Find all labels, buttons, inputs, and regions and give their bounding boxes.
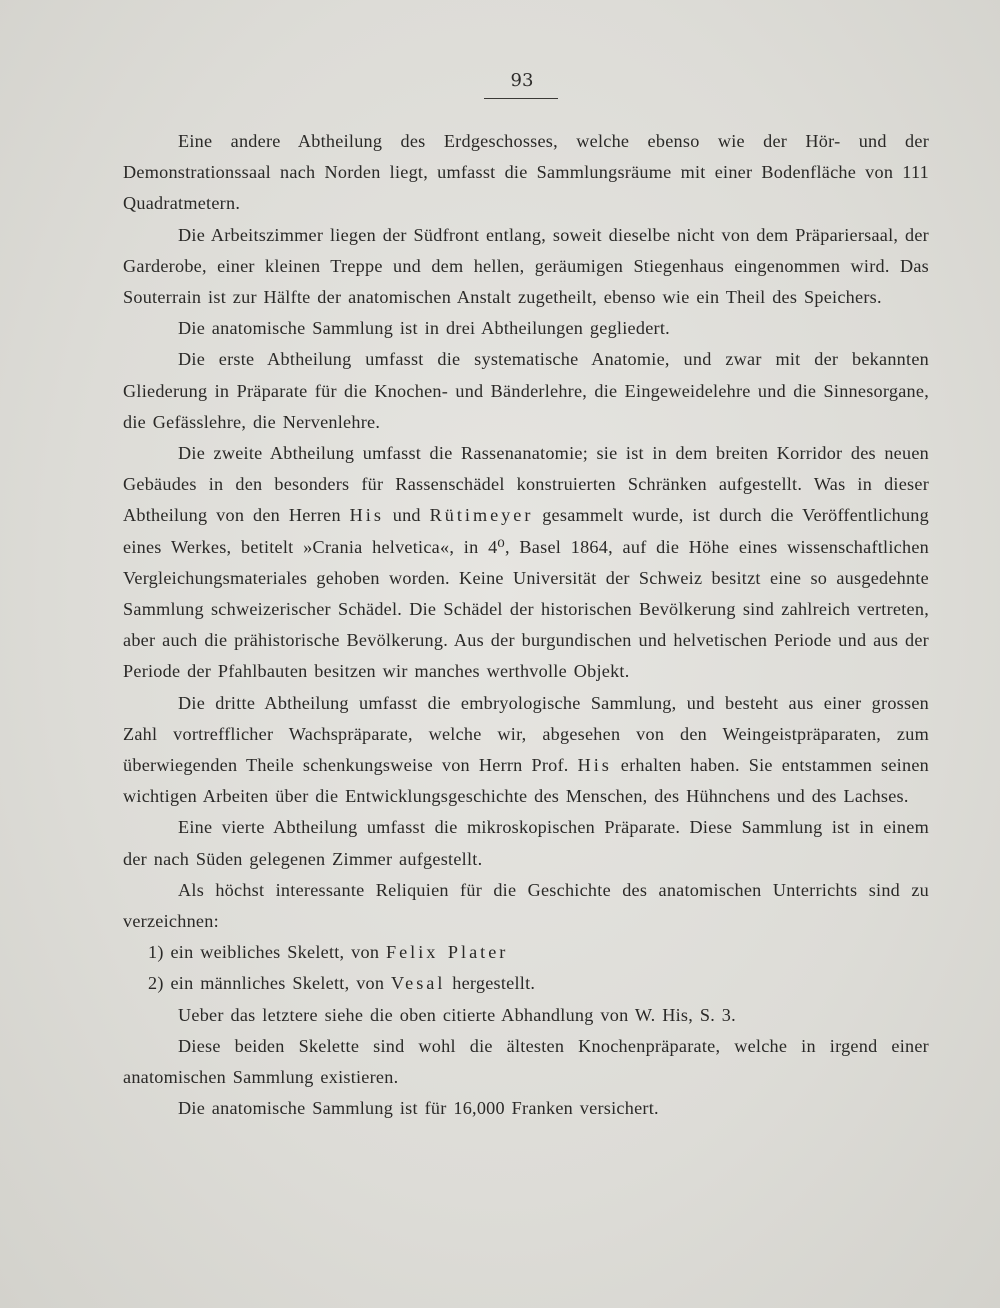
- paragraph: Eine andere Abtheilung des Erdgeschosses, welche ebenso wie der Hör- und der Demonstrationssaal nach Norden liegt, umfasst die Sammlungsräume mit einer Bodenfläche von 111 Quadratmetern.: [123, 131, 929, 214]
- paragraph: Die zweite Abtheilung umfasst die Rassenanatomie; sie ist in dem breiten Korridor des neuen Gebäudes in den besonders für Rassenschädel konstruierten Schränken aufgestellt. Was in dieser Abtheilung von den Herren His und Rütimeyer gesammelt wurde, ist durch die Veröffentlichung eines Werkes, betitelt »Crania helvetica«, in 4⁰, Basel 1864, auf die Höhe eines wissenschaftlichen Vergleichungsmateriales gehoben worden. Keine Universität der Schweiz besitzt eine so ausgedehnte Sammlung schweizerischer Schädel. Die Schädel der historischen Bevölkerung sind zahlreich vertreten, aber auch die prähistorische Bevölkerung. Aus der burgundischen und helvetischen Periode und aus der Periode der Pfahlbauten besitzen wir manches werthvolle Objekt.: [123, 443, 929, 682]
- person-name: His: [349, 505, 384, 526]
- list-item: 1) ein weibliches Skelett, von Felix Plater: [148, 942, 509, 963]
- person-name: Felix Plater: [385, 942, 509, 963]
- paragraph: Ueber das letztere siehe die oben citierte Abhandlung von W. His, S. 3.: [178, 1004, 736, 1025]
- paragraph: Diese beiden Skelette sind wohl die ältesten Knochenpräparate, welche in irgend einer anatomischen Sammlung existieren.: [123, 1035, 929, 1088]
- paragraph: Die anatomische Sammlung ist für 16,000 Franken versichert.: [178, 1098, 659, 1119]
- page-number-rule: [484, 98, 558, 99]
- paragraph: Die anatomische Sammlung ist in drei Abtheilungen gegliedert.: [178, 318, 670, 339]
- paragraph: Eine vierte Abtheilung umfasst die mikroskopischen Präparate. Diese Sammlung ist in einem der nach Süden gelegenen Zimmer aufgestellt.: [123, 817, 929, 869]
- paragraph: Als höchst interessante Reliquien für die Geschichte des anatomischen Unterrichts sind zu verzeichnen:: [123, 879, 929, 932]
- paragraph: Die erste Abtheilung umfasst die systematische Anatomie, und zwar mit der bekannten Gliederung in Präparate für die Knochen- und Bänderlehre, die Eingeweidelehre und die Sinnesorgane, die Gefässlehre, die Nervenlehre.: [123, 349, 929, 432]
- paragraph: Die Arbeitszimmer liegen der Südfront entlang, soweit dieselbe nicht von dem Präpariersaal, der Garderobe, einer kleinen Treppe und dem hellen, geräumigen Stiegenhaus eingenommen wird. Das Souterrain ist zur Hälfte der anatomischen Anstalt zugetheilt, ebenso wie ein Theil des Speichers.: [123, 224, 929, 308]
- person-name: Rütimeyer: [429, 505, 534, 526]
- person-name: His: [577, 755, 612, 776]
- person-name: Vesal: [391, 973, 446, 994]
- page-number: 93: [510, 70, 534, 91]
- list-item: 2) ein männliches Skelett, von Vesal hergestellt.: [148, 973, 536, 994]
- body-text: [123, 126, 929, 1125]
- paragraph: Die dritte Abtheilung umfasst die embryologische Sammlung, und besteht aus einer grossen Zahl vortrefflicher Wachspräparate, welche wir, abgesehen von den Weingeistpräparaten, zum überwiegenden Theile schenkungsweise von Herrn Prof. His erhalten haben. Sie entstammen seinen wichtigen Arbeiten über die Entwicklungsgeschichte des Menschen, des Hühnchens und des Lachses.: [123, 692, 929, 807]
